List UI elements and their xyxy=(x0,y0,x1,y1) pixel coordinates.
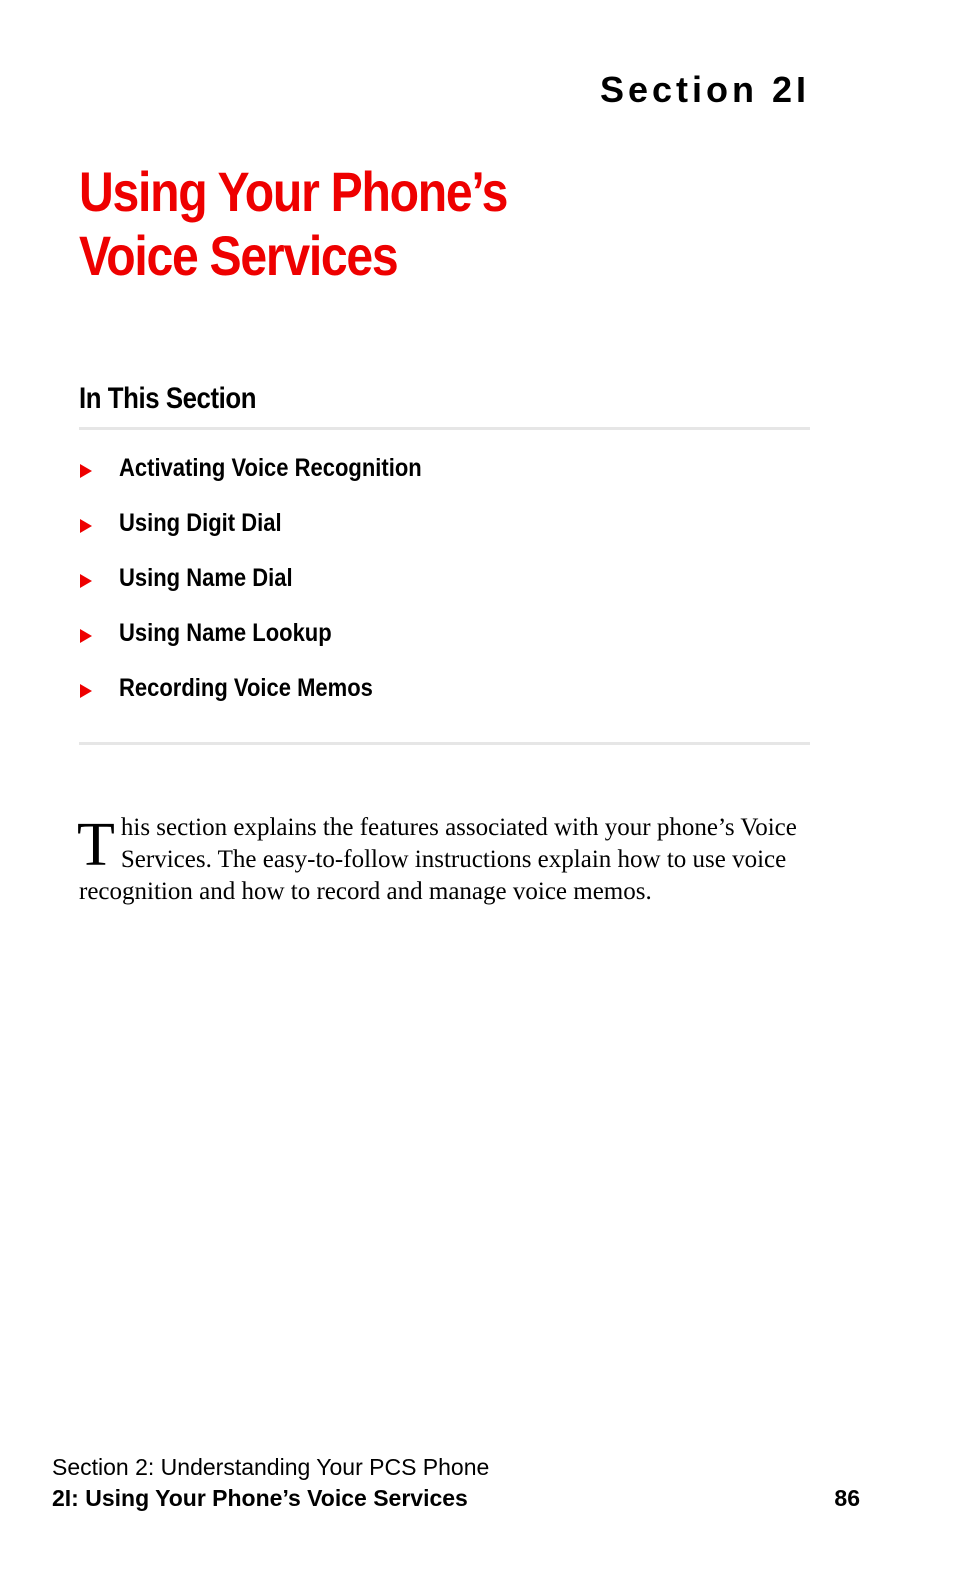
intro-text: his section explains the features associated with your phone’s Voice Services. The easy-to-follow instructions explain how to use voice recognition and how to record and manage voice memos. xyxy=(79,814,797,905)
toc-top-divider xyxy=(79,427,810,430)
footer-section-title: Section 2: Understanding Your PCS Phone xyxy=(52,1454,490,1480)
toc-item-label: Recording Voice Memos xyxy=(119,674,373,702)
section-label: Section 2I xyxy=(599,69,810,110)
chapter-title xyxy=(79,160,507,288)
triangle-right-icon xyxy=(80,574,92,588)
triangle-right-icon xyxy=(80,519,92,533)
toc-item-label: Using Digit Dial xyxy=(119,509,282,537)
toc-item-label: Using Name Dial xyxy=(119,564,293,592)
triangle-right-icon xyxy=(80,464,92,478)
toc-item-label: Activating Voice Recognition xyxy=(119,454,422,482)
toc-item-label: Using Name Lookup xyxy=(119,619,332,647)
triangle-right-icon xyxy=(80,629,92,643)
triangle-right-icon xyxy=(80,684,92,698)
toc-bottom-divider xyxy=(79,742,810,745)
footer-chapter-title: 2I: Using Your Phone’s Voice Services xyxy=(52,1485,468,1511)
chapter-title-line-1: Using Your Phone’s xyxy=(79,160,508,223)
intro-dropcap: T xyxy=(77,811,115,879)
intro-paragraph xyxy=(79,812,811,908)
chapter-title-line-2: Voice Services xyxy=(79,224,398,287)
toc-heading: In This Section xyxy=(79,382,257,415)
page-number: 86 xyxy=(834,1485,860,1511)
